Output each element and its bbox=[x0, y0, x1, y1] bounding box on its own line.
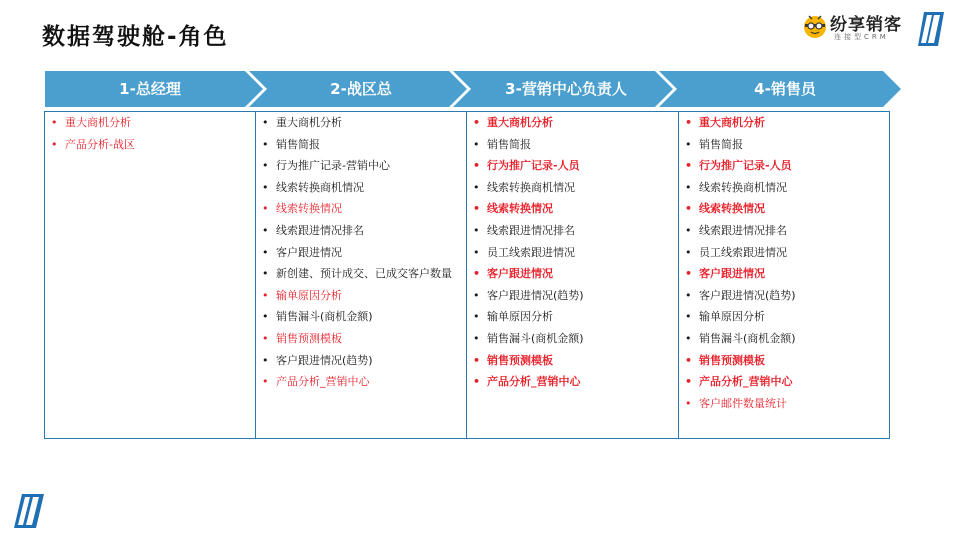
brand-stripes-icon bbox=[918, 12, 944, 46]
report-item[interactable]: • 销售简报 bbox=[262, 138, 460, 152]
report-item[interactable]: • 线索转换情况 bbox=[473, 202, 672, 216]
report-item[interactable]: • 重大商机分析 bbox=[473, 116, 672, 130]
role-header-1[interactable]: 1-总经理 bbox=[119, 80, 181, 98]
report-item[interactable]: • 线索跟进情况排名 bbox=[685, 224, 883, 238]
report-item[interactable]: • 销售预测模板 bbox=[685, 354, 883, 368]
brand-logo bbox=[800, 8, 950, 48]
report-item[interactable]: • 产品分析_营销中心 bbox=[473, 375, 672, 389]
report-item[interactable]: • 销售简报 bbox=[685, 138, 883, 152]
role-column-2 bbox=[255, 111, 467, 439]
report-item[interactable]: • 产品分析_营销中心 bbox=[685, 375, 883, 389]
report-item[interactable]: • 销售预测模板 bbox=[473, 354, 672, 368]
page-title: 数据驾驶舱-角色 bbox=[42, 24, 229, 50]
report-item[interactable]: • 线索转换情况 bbox=[685, 202, 883, 216]
report-item[interactable]: • 销售预测模板 bbox=[262, 332, 460, 346]
brand-name: 纷享销客 bbox=[830, 15, 902, 35]
report-item[interactable]: • 销售漏斗(商机金额) bbox=[473, 332, 672, 346]
bee-icon bbox=[800, 10, 830, 40]
report-item[interactable]: • 线索跟进情况排名 bbox=[473, 224, 672, 238]
role-column-4 bbox=[678, 111, 890, 439]
report-item[interactable]: • 线索跟进情况排名 bbox=[262, 224, 460, 238]
report-item[interactable]: • 行为推广记录-营销中心 bbox=[262, 159, 460, 173]
report-item[interactable]: • 员工线索跟进情况 bbox=[685, 246, 883, 260]
report-item[interactable]: • 客户跟进情况 bbox=[685, 267, 883, 281]
report-list bbox=[51, 116, 249, 152]
report-item[interactable]: • 输单原因分析 bbox=[262, 289, 460, 303]
report-item[interactable]: • 行为推广记录-人员 bbox=[473, 159, 672, 173]
report-item[interactable]: • 客户跟进情况(趋势) bbox=[473, 289, 672, 303]
report-list bbox=[473, 116, 672, 389]
report-item[interactable]: • 重大商机分析 bbox=[262, 116, 460, 130]
report-item[interactable]: • 输单原因分析 bbox=[685, 310, 883, 324]
brand-tagline: 连接型CRM bbox=[834, 33, 889, 41]
corner-stripes-icon bbox=[14, 494, 44, 528]
role-column-1 bbox=[44, 111, 256, 439]
report-item[interactable]: • 产品分析-战区 bbox=[51, 138, 249, 152]
report-item[interactable]: • 客户跟进情况(趋势) bbox=[262, 354, 460, 368]
role-header-4[interactable]: 4-销售员 bbox=[754, 80, 816, 98]
report-item[interactable]: • 重大商机分析 bbox=[51, 116, 249, 130]
report-item[interactable]: • 产品分析_营销中心 bbox=[262, 375, 460, 389]
role-column-3 bbox=[466, 111, 679, 439]
role-header-2[interactable]: 2-战区总 bbox=[330, 80, 392, 98]
report-item[interactable]: • 客户邮件数量统计 bbox=[685, 397, 883, 411]
role-header-3[interactable]: 3-营销中心负责人 bbox=[505, 80, 627, 98]
report-item[interactable]: • 线索转换商机情况 bbox=[262, 181, 460, 195]
report-item[interactable]: • 重大商机分析 bbox=[685, 116, 883, 130]
report-item[interactable]: • 客户跟进情况(趋势) bbox=[685, 289, 883, 303]
report-list bbox=[685, 116, 883, 411]
report-item[interactable]: • 销售简报 bbox=[473, 138, 672, 152]
report-item[interactable]: • 员工线索跟进情况 bbox=[473, 246, 672, 260]
report-item[interactable]: • 新创建、预计成交、已成交客户数量 bbox=[262, 267, 460, 281]
report-list bbox=[262, 116, 460, 389]
report-item[interactable]: • 行为推广记录-人员 bbox=[685, 159, 883, 173]
report-item[interactable]: • 销售漏斗(商机金额) bbox=[685, 332, 883, 346]
report-item[interactable]: • 线索转换商机情况 bbox=[685, 181, 883, 195]
report-item[interactable]: • 线索转换商机情况 bbox=[473, 181, 672, 195]
report-item[interactable]: • 线索转换情况 bbox=[262, 202, 460, 216]
role-chevron-bar bbox=[45, 71, 905, 109]
report-item[interactable]: • 输单原因分析 bbox=[473, 310, 672, 324]
report-item[interactable]: • 客户跟进情况 bbox=[473, 267, 672, 281]
report-item[interactable]: • 销售漏斗(商机金额) bbox=[262, 310, 460, 324]
report-item[interactable]: • 客户跟进情况 bbox=[262, 246, 460, 260]
